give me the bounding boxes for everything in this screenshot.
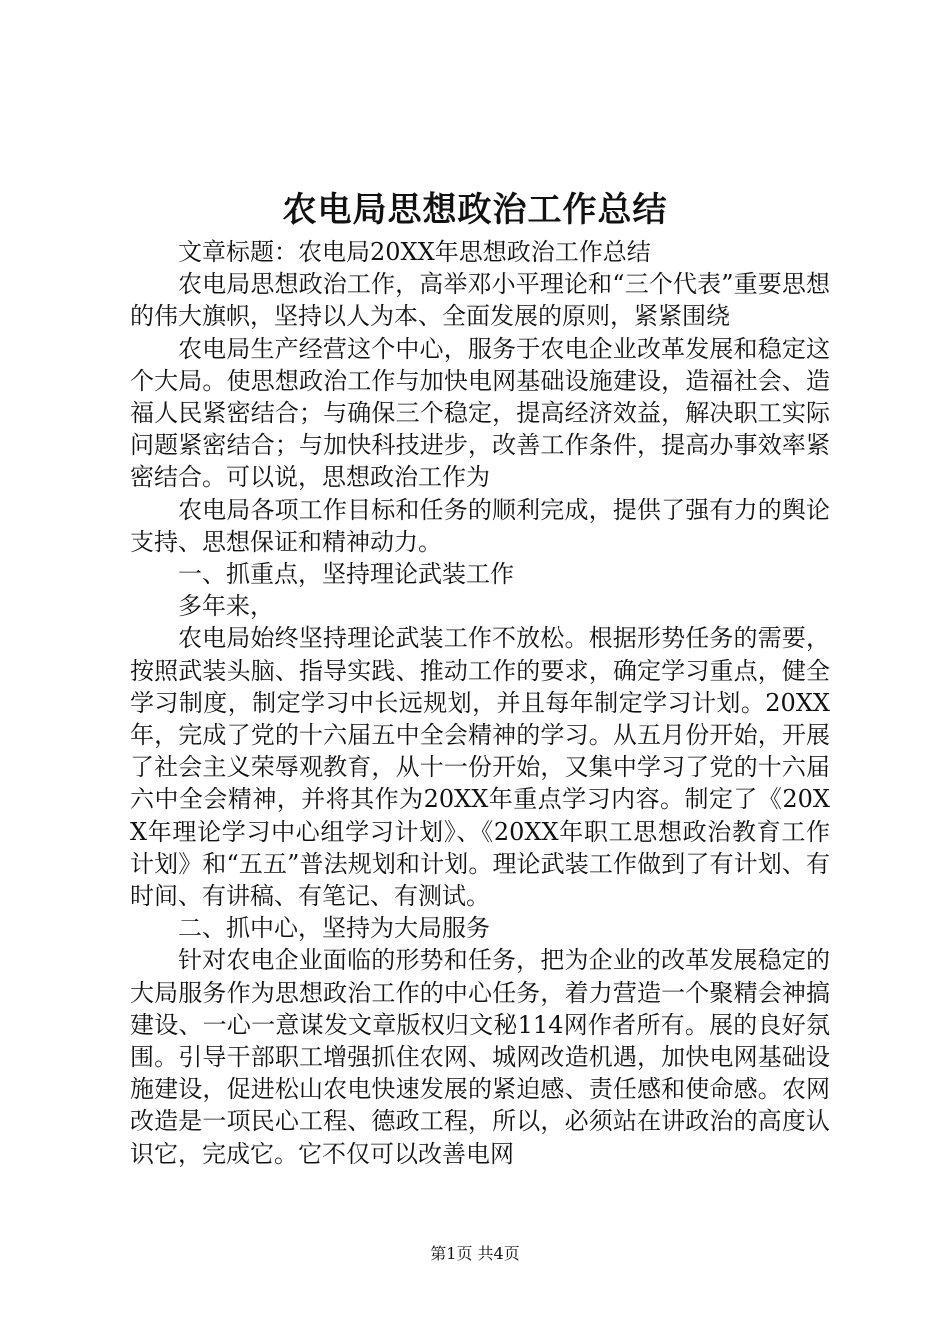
paragraph-intro: 农电局思想政治工作，高举邓小平理论和“三个代表”重要思想的伟大旗帜，坚持以人为本、全面发展的原则，紧紧围绕 [130,270,830,331]
page-footer: 第1页 共4页 [430,1244,520,1263]
paragraph-center-task: 农电局生产经营这个中心，服务于农电企业改革发展和稳定这个大局。使思想政治工作与加快电网基础设施建设，造福社会、造福人民紧密结合；与确保三个稳定，提高经济效益，解决职工实际问题紧密结合；与加快科技进步，改善工作条件，提高办事效率紧密结合。可以说，思想政治工作为 [130,334,830,492]
paragraph-over-years: 多年来， [178,592,274,621]
document-body [130,236,830,1170]
document-title: 农电局思想政治工作总结 [282,190,668,230]
paragraph-article-heading: 文章标题：农电局20XX年思想政治工作总结 [178,238,651,266]
paragraph-theory-study: 农电局始终坚持理论武装工作不放松。根据形势任务的需要，按照武装头脑、指导实践、推动工作的要求，确定学习重点，健全学习制度，制定学习中长远规划，并且每年制定学习计划。20XX年，完成了党的十六届五中全会精神的学习。从五月份开始，开展了社会主义荣辱观教育，从十一份开始，又集中学习了党的十六届六中全会精神，并将其作为20XX年重点学习内容。制定了《20XX年理论学习中心组学习计划》、《20XX年职工思想政治教育工作计划》和“五五”普法规划和计划。理论武装工作做到了有计划、有时间、有讲稿、有笔记、有测试。 [130,624,830,911]
paragraph-serve-overall: 针对农电企业面临的形势和任务，把为企业的改革发展稳定的大局服务作为思想政治工作的中心任务，着力营造一个聚精会神搞建设、一心一意谋发文章版权归文秘114网作者所有。展的良好氛围。引导干部职工增强抓住农网、城网改造机遇，加快电网基础设施建设，促进松山农电快速发展的紧迫感、责任感和使命感。农网改造是一项民心工程、德政工程，所以，必须站在讲政治的高度认识它，完成它。它不仅可以改善电网 [130,946,830,1168]
section-heading-2: 二、抓中心，坚持为大局服务 [178,914,490,943]
paragraph-goals: 农电局各项工作目标和任务的顺利完成，提供了强有力的舆论支持、思想保证和精神动力。 [130,495,830,556]
section-heading-1: 一、抓重点，坚持理论武装工作 [178,560,514,589]
